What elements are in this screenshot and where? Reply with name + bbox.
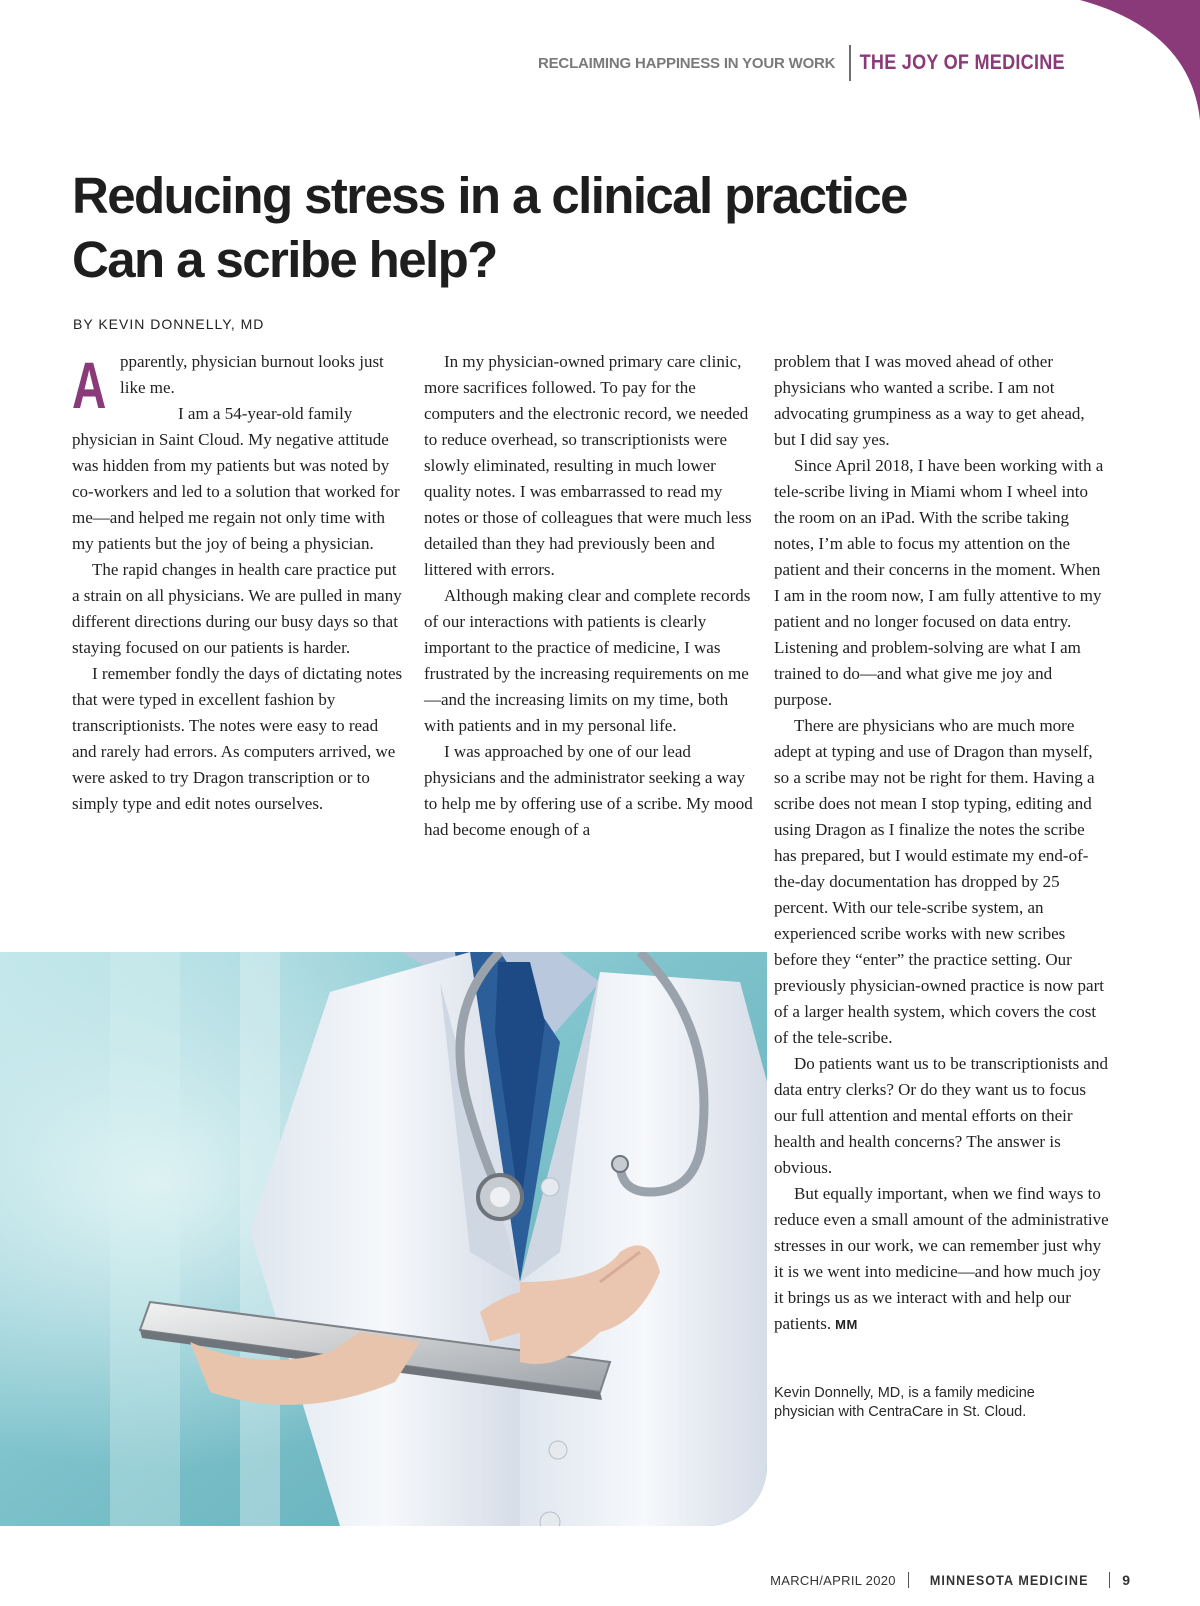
paragraph [774,1181,1110,1338]
article-title [72,164,1072,292]
issue-date: MARCH/APRIL 2020 [770,1572,896,1588]
column-3 [774,349,1110,1338]
running-header [538,44,1100,82]
paragraph: problem that I was moved ahead of other physicians who wanted a scribe. I am not advocating grumpiness as a way to get ahead, but I did say yes. [774,352,1085,449]
header-section-title: THE JOY OF MEDICINE [859,51,1066,74]
paragraph: I am a 54-year-old family physician in Saint Cloud. My negative attitude was hidden from my patients but was noted by co-workers and led to a solution that worked for me—and helped me regain not only time with my patients but the joy of being a physician. [72,404,400,553]
paragraph [72,348,406,422]
author-bio: Kevin Donnelly, MD, is a family medicine physician with CentraCare in St. Cloud. [774,1385,1035,1420]
page-number: 9 [1122,1572,1130,1588]
title-line-1: Reducing stress in a clinical practice [72,167,907,224]
footer-divider [908,1572,909,1588]
closing-text: But equally important, when we find ways to reduce even a small amount of the administrative stresses in our work, we can remember just why it is we went into medicine—and how much joy it brings us as we interact with and help our patients. [774,1184,1109,1333]
paragraph: Do patients want us to be transcriptionists and data entry clerks? Or do they want us to focus our full attention and mental efforts on their health and health concerns? The answer is obvious. [774,1054,1108,1177]
drop-cap: A [72,348,107,422]
paragraph: In my physician-owned primary care clinic, more sacrifices followed. To pay for the computers and the electronic record, we needed to reduce overhead, so transcriptionists were slowly eliminated, resulting in much lower quality notes. I was embarrassed to read my notes or those of colleagues that were much less detailed than they had previously been and littered with errors. [424,352,752,579]
byline: BY KEVIN DONNELLY, MD [73,316,265,332]
end-mark: MM [835,1317,858,1332]
paragraph: Since April 2018, I have been working with a tele-scribe living in Miami whom I wheel into the room on an iPad. With the scribe taking notes, I’m able to focus my attention on the patient and their concerns in the moment. When I am in the room now, I am fully attentive to my patient and no longer focused on data entry. Listening and problem-solving are what I am trained to do—and what give me joy and purpose. [774,456,1104,709]
column-1 [72,349,406,817]
magazine-name: MINNESOTA MEDICINE [929,1572,1089,1588]
header-kicker: RECLAIMING HAPPINESS IN YOUR WORK [538,54,836,72]
doctor-with-tablet-photo [0,952,767,1526]
footer-divider [1109,1572,1110,1588]
paragraph: I was approached by one of our lead physicians and the administrator seeking a way to help me by offering use of a scribe. My mood had become enough of a [424,742,753,839]
title-line-2: Can a scribe help? [72,231,497,288]
paragraph: The rapid changes in health care practice put a strain on all physicians. We are pulled in many different directions during our busy days so that staying focused on our patients is harder. [72,560,402,657]
paragraph: Although making clear and complete records of our interactions with patients is clearly important to the practice of medicine, I was frustrated by the increasing requirements on me—and the increasing limits on my time, both with patients and in my personal life. [424,586,751,735]
lead-text: pparently, physician burnout looks just like me. [120,352,384,397]
paragraph: I remember fondly the days of dictating notes that were typed in excellent fashion by transcriptionists. The notes were easy to read and rarely had errors. As computers arrived, we were asked to try Dragon transcription or to simply type and edit notes ourselves. [72,664,403,813]
page-footer [770,1572,1130,1588]
column-2 [424,349,758,843]
paragraph: There are physicians who are much more adept at typing and use of Dragon than myself, so a scribe may not be right for them. Having a scribe does not mean I stop typing, editing and using Dragon as I finalize the notes the scribe has prepared, but I would estimate my end-of-the-day documentation has dropped by 25 percent. With our tele-scribe system, an experienced scribe works with new scribes before they “enter” the practice setting. Our previously physician-owned practice is now part of a larger health system, which covers the cost of the tele-scribe. [774,716,1104,1047]
